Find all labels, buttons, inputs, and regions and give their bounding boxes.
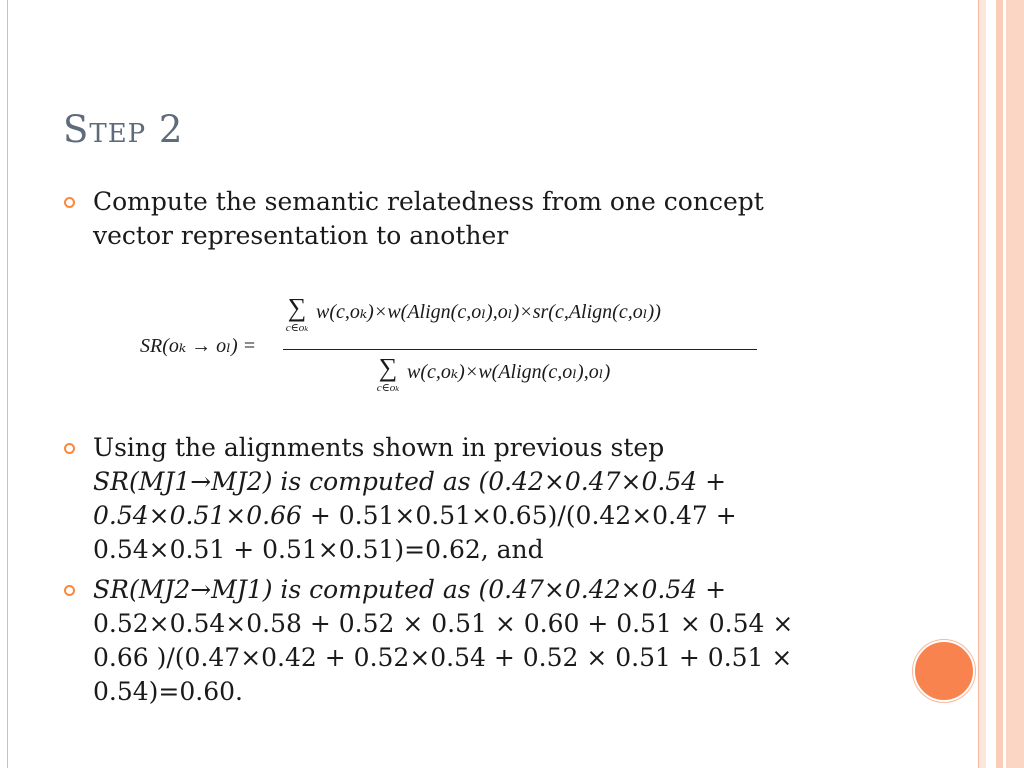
fraction-bar: [283, 349, 757, 350]
slide-title: Step 2: [63, 108, 184, 151]
sum-symbol: ∑ c∈oₖ: [376, 353, 400, 394]
bullet-marker-icon: [64, 197, 75, 208]
formula-numerator: [283, 295, 661, 333]
numerator-expression: w(c,oₖ)×w(Align(c,oₗ),oₗ)×sr(c,Align(c,oₗ)): [316, 301, 661, 323]
relatedness-formula: [140, 285, 780, 410]
formula-denominator: [374, 355, 610, 393]
bullet-item: [64, 573, 844, 709]
slide-frame-left: [0, 0, 8, 768]
bullet-text: SR(MJ2→MJ1) is computed as (0.47×0.42×0.54 + 0.52×0.54×0.58 + 0.52 × 0.51 × 0.60 + 0.51 × 0.54 × 0.66 )/(0.47×0.42 + 0.52×0.54 + 0.52 × 0.51 + 0.51 × 0.54)=0.60.: [93, 575, 794, 706]
bullet-text: Compute the semantic relatedness from one concept vector representation to another: [93, 187, 764, 250]
bullet-marker-icon: [64, 585, 75, 596]
denominator-expression: w(c,oₖ)×w(Align(c,oₗ),oₗ): [407, 361, 611, 383]
sum-symbol: ∑ c∈oₖ: [285, 293, 309, 334]
formula-lhs: SR(oₖ → oₗ) =: [140, 335, 257, 357]
bullet-marker-icon: [64, 443, 75, 454]
bullet-item: [64, 185, 844, 253]
bullet-item: [64, 431, 844, 567]
bullet-text: Using the alignments shown in previous step SR(MJ1→MJ2) is computed as (0.42×0.47×0.54 + 0.54×0.51×0.66 + 0.51×0.51×0.65)/(0.42×0.47 + 0.54×0.51 + 0.51×0.51)=0.62, and: [93, 433, 737, 564]
decorative-stripes: [978, 0, 1024, 768]
accent-circle: [913, 640, 975, 702]
